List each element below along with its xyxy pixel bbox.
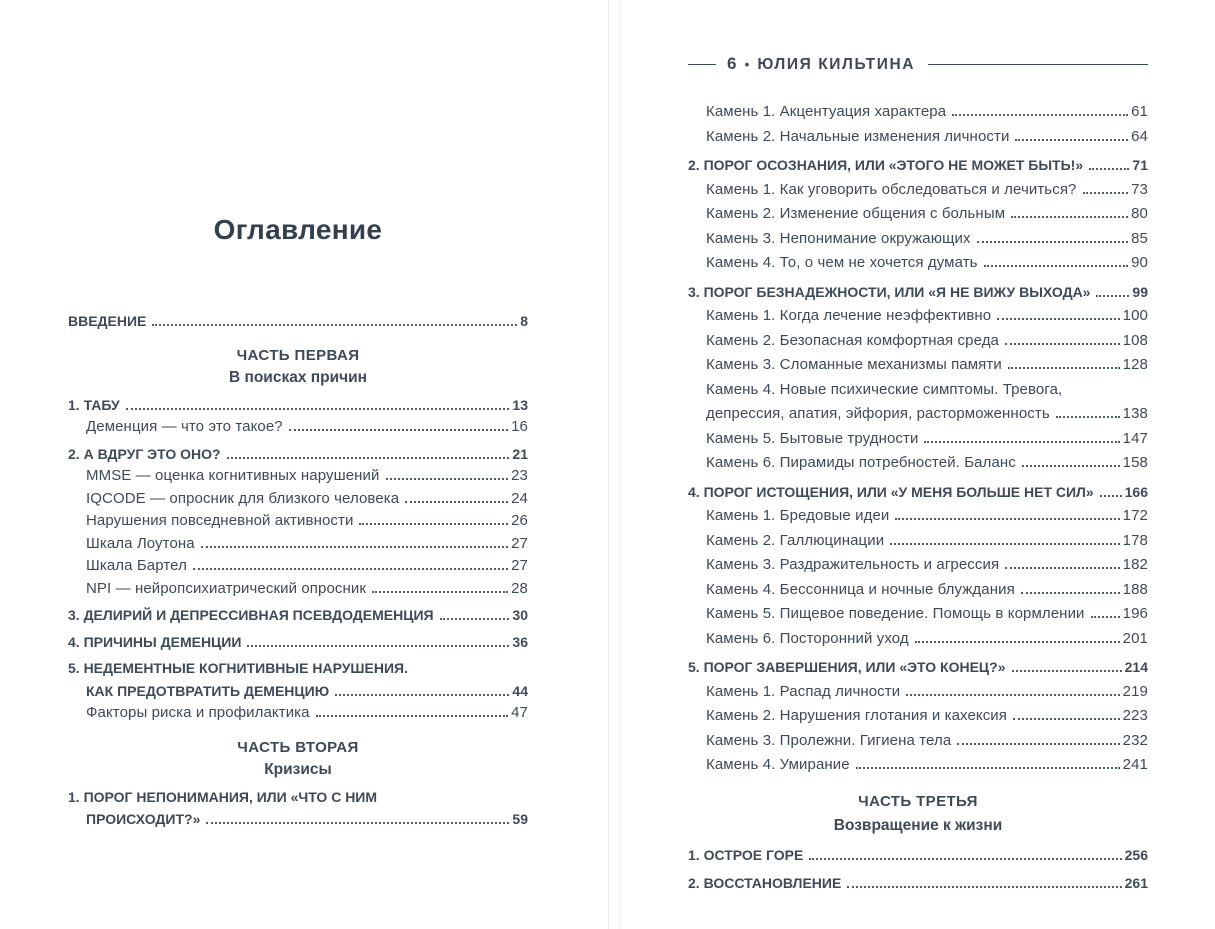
toc-entry-title: 4. ПРИЧИНЫ ДЕМЕНЦИИ	[68, 633, 242, 650]
toc-entry	[688, 504, 1148, 529]
toc-entry-row	[706, 451, 1148, 476]
toc-entry	[688, 202, 1148, 227]
toc-entry-row	[68, 631, 528, 654]
toc-entry	[688, 100, 1148, 125]
running-header-text	[727, 54, 915, 74]
dot-leader	[957, 743, 1119, 745]
toc-entry-title: 5. ПОРОГ ЗАВЕРШЕНИЯ, ИЛИ «ЭТО КОНЕЦ?»	[688, 659, 1006, 675]
toc-entry-title: Камень 2. Галлюцинации	[706, 531, 885, 549]
toc-entry-page: 223	[1122, 707, 1148, 724]
dot-leader	[405, 501, 508, 503]
toc-entry-page: 13	[512, 396, 528, 413]
toc-entry-row	[688, 655, 1148, 680]
dot-leader	[952, 114, 1128, 116]
toc-entry-row	[706, 304, 1148, 329]
toc-entry	[688, 451, 1148, 476]
toc-entry-page: 16	[511, 418, 528, 435]
toc-entry-page: 61	[1131, 103, 1148, 120]
toc-entry-page: 172	[1122, 507, 1148, 524]
toc-entry-title: Камень 2. Безопасная комфортная среда	[706, 331, 999, 349]
dot-leader	[1008, 367, 1120, 369]
part-title: ЧАСТЬ ВТОРАЯ	[237, 738, 359, 756]
dot-leader	[386, 478, 509, 480]
toc-entry	[688, 871, 1148, 896]
toc-entry-title: 2. А ВДРУГ ЭТО ОНО?	[68, 445, 221, 462]
dot-leader	[1013, 718, 1120, 720]
toc-entry-title: Камень 6. Посторонний уход	[706, 629, 909, 647]
toc-entry-title: NPI — нейропсихиатрический опросник	[86, 579, 367, 597]
dot-leader	[289, 429, 508, 431]
toc-entry	[688, 329, 1148, 354]
toc-entry-row	[86, 465, 528, 488]
toc-entry	[688, 280, 1148, 305]
toc-entry-title: Камень 2. Начальные изменения личности	[706, 127, 1010, 145]
toc-entry	[688, 753, 1148, 778]
toc-entry-title: депрессия, апатия, эйфория, расторможенность	[706, 405, 1050, 422]
toc-entry-row	[706, 704, 1148, 729]
toc-entry	[688, 680, 1148, 705]
toc-entry-title: 3. ПОРОГ БЕЗНАДЕЖНОСТИ, ИЛИ «Я НЕ ВИЖУ ВЫХОДА»	[688, 283, 1091, 300]
dot-leader	[1012, 670, 1122, 672]
toc-entry	[688, 655, 1148, 680]
toc-entry-title: Камень 1. Бредовые идеи	[706, 507, 890, 524]
dot-leader	[997, 318, 1119, 320]
toc-entry-row	[86, 510, 528, 533]
toc-entry-title: Камень 3. Пролежни. Гигиена тела	[706, 731, 952, 749]
toc-entry	[688, 602, 1148, 627]
toc-entry-row	[706, 729, 1148, 754]
toc-entry-page: 158	[1122, 454, 1148, 471]
toc-entry	[68, 310, 528, 333]
toc-entry	[688, 178, 1148, 203]
toc-entry-row	[706, 753, 1148, 778]
toc-list-left	[68, 310, 528, 831]
toc-entry	[68, 631, 528, 654]
toc-entry	[68, 657, 528, 702]
toc-title: Оглавление	[213, 214, 383, 245]
toc-entry-row	[68, 604, 528, 627]
toc-entry-page: 178	[1122, 531, 1148, 549]
toc-entry-row	[688, 280, 1148, 305]
toc-entry-page: 241	[1122, 756, 1148, 773]
toc-entry-page: 214	[1124, 659, 1148, 675]
toc-entry-page: 138	[1122, 405, 1148, 422]
dot-leader	[193, 568, 508, 570]
running-header	[688, 54, 1148, 74]
dot-leader	[227, 457, 510, 459]
toc-entry-page: 23	[511, 467, 528, 484]
toc-entry-title: Факторы риска и профилактика	[86, 704, 310, 721]
toc-page-left	[68, 0, 528, 831]
dot-leader	[1096, 295, 1129, 297]
toc-entry-page: 100	[1122, 307, 1148, 324]
toc-entry-page: 219	[1122, 682, 1148, 700]
toc-entry	[68, 533, 528, 556]
toc-entry-page: 24	[511, 489, 528, 507]
dot-leader	[906, 694, 1119, 696]
toc-entry-title: Камень 3. Непонимание окружающих	[706, 229, 971, 247]
toc-entry	[688, 378, 1148, 427]
toc-entry-page: 36	[512, 633, 528, 650]
toc-entry-title: 1. ТАБУ	[68, 396, 120, 413]
toc-entry-row	[706, 602, 1148, 627]
toc-entry-row	[688, 843, 1148, 868]
toc-entry-row	[706, 178, 1148, 203]
toc-entry-page: 201	[1122, 629, 1148, 647]
dot-leader	[895, 518, 1119, 520]
toc-entry-row	[86, 488, 528, 511]
part-subtitle: Кризисы	[264, 761, 332, 778]
toc-entry	[68, 604, 528, 627]
toc-entry	[688, 843, 1148, 868]
toc-entry-page: 128	[1122, 356, 1148, 373]
toc-entry-title: Камень 3. Раздражительность и агрессия	[706, 556, 1000, 573]
header-rule-right	[928, 64, 1148, 65]
toc-entry-page: 47	[511, 704, 528, 721]
toc-list-right	[688, 100, 1148, 896]
toc-entry-line: Камень 4. Новые психические симптомы. Тревога,	[706, 380, 1063, 398]
toc-entry-title: Камень 4. Умирание	[706, 756, 850, 773]
dot-leader	[247, 645, 509, 647]
toc-entry-page: 166	[1124, 483, 1148, 500]
toc-entry-page: 147	[1122, 429, 1148, 447]
toc-entry-row	[688, 871, 1148, 896]
toc-entry-title: IQCODE — опросник для близкого человека	[86, 489, 400, 507]
toc-entry-page: 85	[1131, 229, 1148, 247]
toc-entry-title: 2. ВОССТАНОВЛЕНИЕ	[688, 875, 842, 891]
toc-entry-row	[706, 529, 1148, 554]
toc-entry-title: Камень 2. Нарушения глотания и кахексия	[706, 707, 1008, 724]
toc-entry	[688, 578, 1148, 603]
toc-entry-title: Шкала Бартел	[86, 557, 187, 574]
toc-entry-row	[86, 578, 528, 601]
toc-entry-title: Камень 5. Бытовые трудности	[706, 429, 919, 447]
toc-entry-title: Камень 4. Бессонница и ночные блуждания	[706, 580, 1015, 598]
toc-entry-page: 21	[512, 445, 528, 462]
toc-entry	[68, 465, 528, 488]
toc-entry	[68, 786, 528, 831]
toc-entry-title: Камень 1. Акцентуация характера	[706, 103, 947, 120]
toc-entry-title: ВВЕДЕНИЕ	[68, 313, 147, 329]
toc-entry	[68, 488, 528, 511]
toc-entry-row	[86, 555, 528, 578]
toc-entry-page: 182	[1122, 556, 1148, 573]
toc-entry-page: 196	[1122, 605, 1148, 622]
toc-entry-page: 90	[1131, 254, 1148, 271]
dot-leader	[915, 641, 1120, 643]
toc-entry-row	[68, 808, 528, 831]
toc-entry-title: Нарушения повседневной активности	[86, 512, 354, 529]
dot-leader	[1022, 465, 1120, 467]
toc-entry-row	[86, 702, 528, 725]
toc-entry-title: Деменция — что это такое?	[86, 418, 283, 435]
toc-entry-row	[706, 329, 1148, 354]
toc-entry-title: MMSE — оценка когнитивных нарушений	[86, 467, 380, 484]
dot-leader	[1100, 495, 1122, 497]
toc-entry-line: 1. ПОРОГ НЕПОНИМАНИЯ, ИЛИ «ЧТО С НИМ	[68, 788, 378, 805]
toc-entry	[688, 553, 1148, 578]
toc-entry	[68, 416, 528, 439]
toc-entry	[688, 251, 1148, 276]
toc-entry-row	[706, 427, 1148, 452]
toc-entry	[68, 510, 528, 533]
dot-leader	[1089, 168, 1129, 170]
dot-leader	[1005, 567, 1119, 569]
dot-leader	[126, 408, 510, 410]
dot-leader	[1056, 416, 1120, 418]
dot-leader	[856, 767, 1120, 769]
part-title: ЧАСТЬ ПЕРВАЯ	[236, 346, 360, 364]
toc-entry-page: 256	[1124, 846, 1148, 863]
toc-entry	[688, 304, 1148, 329]
dot-leader	[335, 694, 509, 696]
dot-leader	[1011, 216, 1128, 218]
dot-leader	[1015, 139, 1128, 141]
toc-entry-title: Камень 3. Сломанные механизмы памяти	[706, 356, 1002, 373]
dot-leader	[372, 591, 508, 593]
header-bullet-icon: •	[744, 56, 750, 72]
toc-entry-line: 5. НЕДЕМЕНТНЫЕ КОГНИТИВНЫЕ НАРУШЕНИЯ.	[68, 660, 408, 676]
toc-entry-page: 232	[1122, 731, 1148, 749]
toc-entry-row	[706, 553, 1148, 578]
toc-entry-page: 64	[1131, 127, 1148, 145]
part-subtitle: В поисках причин	[228, 369, 368, 386]
dot-leader	[890, 543, 1119, 545]
toc-entry-row	[706, 504, 1148, 529]
toc-entry-page: 44	[512, 682, 528, 699]
toc-page-right	[688, 0, 1148, 896]
toc-entry-row	[68, 443, 528, 466]
toc-entry-page: 28	[511, 579, 528, 597]
toc-entry	[68, 394, 528, 417]
toc-entry-title: 4. ПОРОГ ИСТОЩЕНИЯ, ИЛИ «У МЕНЯ БОЛЬШЕ НЕТ СИЛ»	[688, 483, 1094, 500]
dot-leader	[847, 886, 1121, 888]
toc-entry-page: 188	[1122, 580, 1148, 598]
toc-entry	[688, 627, 1148, 652]
dot-leader	[201, 546, 508, 548]
toc-entry-title: ПРОИСХОДИТ?»	[86, 811, 201, 827]
toc-entry-title: Камень 2. Изменение общения с больным	[706, 205, 1006, 222]
toc-entry-title: Камень 6. Пирамиды потребностей. Баланс	[706, 454, 1016, 471]
dot-leader	[1005, 343, 1120, 345]
dot-leader	[316, 715, 508, 717]
toc-entry-page: 8	[520, 313, 528, 329]
toc-entry-row	[706, 680, 1148, 705]
dot-leader	[206, 822, 509, 824]
part-heading	[68, 345, 528, 390]
toc-entry-title: Камень 5. Пищевое поведение. Помощь в кормлении	[706, 605, 1085, 622]
part-heading	[688, 790, 1148, 839]
toc-entry-row	[68, 310, 528, 333]
toc-entry-row	[688, 480, 1148, 505]
toc-entry-page: 71	[1132, 157, 1148, 173]
toc-entry-page: 73	[1131, 180, 1148, 198]
toc-entry-title: 3. ДЕЛИРИЙ И ДЕПРЕССИВНАЯ ПСЕВДОДЕМЕНЦИЯ	[68, 607, 434, 623]
toc-entry-title: 2. ПОРОГ ОСОЗНАНИЯ, ИЛИ «ЭТОГО НЕ МОЖЕТ БЫТЬ!»	[688, 157, 1084, 173]
toc-entry-page: 80	[1131, 205, 1148, 222]
dot-leader	[984, 265, 1129, 267]
toc-entry-title: Камень 1. Распад личности	[706, 682, 901, 700]
toc-entry-row	[86, 533, 528, 556]
toc-entry-row	[706, 125, 1148, 150]
dot-leader	[152, 324, 517, 326]
toc-entry-page: 27	[511, 557, 528, 574]
toc-entry-row	[706, 100, 1148, 125]
header-rule-left	[688, 64, 716, 65]
toc-entry-row	[706, 578, 1148, 603]
dot-leader	[924, 441, 1119, 443]
dot-leader	[1021, 592, 1120, 594]
toc-entry-row	[68, 680, 528, 703]
toc-entry-row	[86, 416, 528, 439]
header-page-number: 6	[727, 54, 737, 73]
dot-leader	[359, 523, 508, 525]
header-author: ЮЛИЯ КИЛЬТИНА	[757, 56, 916, 73]
toc-entry-title: Камень 4. То, о чем не хочется думать	[706, 254, 978, 271]
toc-entry	[688, 529, 1148, 554]
toc-entry	[688, 125, 1148, 150]
toc-entry-row	[706, 202, 1148, 227]
toc-entry-row	[706, 353, 1148, 378]
toc-entry	[688, 353, 1148, 378]
part-heading	[68, 737, 528, 782]
dot-leader	[440, 618, 510, 620]
toc-entry-page: 30	[512, 607, 528, 623]
toc-entry-title: Шкала Лоутона	[86, 534, 195, 552]
toc-entry	[688, 480, 1148, 505]
dot-leader	[1083, 192, 1129, 194]
page-gutter	[608, 0, 621, 929]
toc-entry-page: 261	[1124, 875, 1148, 891]
toc-entry	[68, 443, 528, 466]
toc-entry	[68, 578, 528, 601]
toc-entry	[688, 227, 1148, 252]
toc-entry-page: 27	[511, 534, 528, 552]
toc-entry-title: Камень 1. Как уговорить обследоваться и лечиться?	[706, 180, 1077, 198]
toc-entry	[688, 704, 1148, 729]
toc-entry	[68, 702, 528, 725]
dot-leader	[977, 241, 1129, 243]
toc-entry-row	[688, 153, 1148, 178]
toc-entry-row	[706, 251, 1148, 276]
toc-entry-row	[706, 627, 1148, 652]
toc-entry-title: Камень 1. Когда лечение неэффективно	[706, 307, 992, 324]
toc-entry	[688, 729, 1148, 754]
part-title: ЧАСТЬ ТРЕТЬЯ	[858, 792, 978, 810]
toc-entry-title: КАК ПРЕДОТВРАТИТЬ ДЕМЕНЦИЮ	[86, 682, 330, 699]
toc-entry	[688, 427, 1148, 452]
toc-entry-row	[706, 402, 1148, 427]
dot-leader	[809, 858, 1121, 860]
toc-entry-page: 99	[1132, 283, 1148, 300]
toc-entry	[68, 555, 528, 578]
dot-leader	[1091, 616, 1120, 618]
toc-entry-title: 1. ОСТРОЕ ГОРЕ	[688, 846, 804, 863]
toc-entry-row	[706, 227, 1148, 252]
toc-entry-row	[68, 394, 528, 417]
toc-entry-page: 59	[512, 811, 528, 827]
toc-entry	[688, 153, 1148, 178]
toc-entry-page: 108	[1122, 331, 1148, 349]
part-subtitle: Возвращение к жизни	[833, 817, 1003, 834]
toc-entry-page: 26	[511, 512, 528, 529]
